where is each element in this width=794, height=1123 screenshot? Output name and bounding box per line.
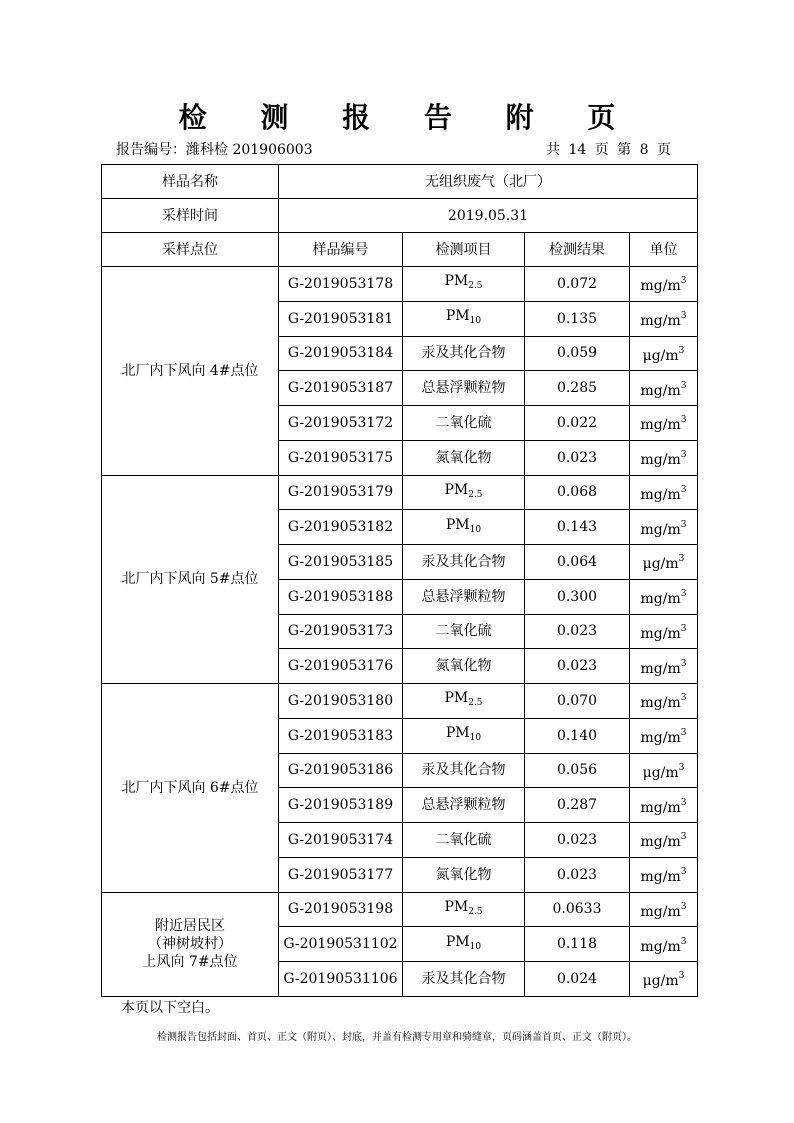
page-info: 共 14 页 第 8 页 — [546, 142, 671, 158]
test-item: 氮氧化物 — [403, 440, 525, 475]
unit — [630, 406, 698, 441]
unit — [630, 579, 698, 614]
sample-id: G-2019053184 — [279, 336, 403, 371]
unit — [630, 371, 698, 406]
sample-id: G-2019053179 — [279, 475, 403, 510]
test-item-name: PM — [444, 690, 469, 707]
unit-base: mg/m — [640, 834, 681, 851]
test-item: 总悬浮颗粒物 — [403, 788, 525, 823]
table-row — [102, 684, 698, 719]
unit-exponent: 3 — [680, 658, 687, 669]
column-header: 检测结果 — [525, 233, 630, 267]
sampling-location: 北厂内下风向 6#点位 — [102, 684, 279, 893]
unit — [630, 475, 698, 510]
unit-exponent: 3 — [680, 380, 687, 391]
test-item-subscript: 10 — [469, 316, 482, 327]
test-result: 0.023 — [525, 614, 630, 649]
sampling-location-line: （神树坡村） — [148, 936, 232, 953]
test-item: 二氧化硫 — [403, 614, 525, 649]
test-result: 0.024 — [525, 962, 630, 997]
column-header: 单位 — [630, 233, 698, 267]
unit — [630, 962, 698, 997]
sampling-time-row — [102, 199, 698, 233]
unit — [630, 857, 698, 892]
test-item: 汞及其化合物 — [403, 753, 525, 788]
unit-exponent: 3 — [680, 519, 687, 530]
test-result: 0.143 — [525, 510, 630, 545]
sample-id: G-2019053198 — [279, 892, 403, 927]
unit-base: mg/m — [640, 521, 681, 538]
unit — [630, 545, 698, 580]
unit-exponent: 3 — [680, 797, 687, 808]
test-result: 0.300 — [525, 579, 630, 614]
test-item-subscript: 10 — [469, 524, 482, 535]
table-row — [102, 892, 698, 927]
unit — [630, 892, 698, 927]
test-result: 0.118 — [525, 927, 630, 962]
test-item-subscript: 10 — [469, 941, 482, 952]
test-item-name: PM — [445, 933, 470, 950]
unit-exponent: 3 — [680, 589, 687, 600]
unit-base: mg/m — [640, 486, 681, 503]
unit-exponent: 3 — [680, 415, 687, 426]
test-result: 0.064 — [525, 545, 630, 580]
results-table-body — [102, 165, 698, 997]
test-item: 二氧化硫 — [403, 823, 525, 858]
sampling-location-line: 上风向 7#点位 — [142, 954, 238, 971]
unit — [630, 614, 698, 649]
unit-base: mg/m — [640, 938, 681, 955]
column-header: 检测项目 — [403, 233, 525, 267]
sample-id: G-2019053177 — [279, 857, 403, 892]
test-item-subscript: 2.5 — [468, 698, 483, 709]
unit-base: μg/m — [642, 347, 679, 364]
sample-id: G-2019053178 — [279, 267, 403, 302]
sample-id: G-2019053189 — [279, 788, 403, 823]
test-result: 0.285 — [525, 371, 630, 406]
test-item-name: PM — [444, 898, 469, 915]
sample-id: G-2019053175 — [279, 440, 403, 475]
sampling-location-line: 附近居民区 — [155, 918, 225, 935]
unit — [630, 301, 698, 336]
unit — [630, 267, 698, 302]
test-item-subscript: 2.5 — [468, 906, 483, 917]
test-item-name: PM — [444, 273, 469, 290]
test-item-name: PM — [444, 481, 469, 498]
sample-id: G-2019053174 — [279, 823, 403, 858]
test-item — [403, 684, 525, 719]
test-item-name: PM — [445, 725, 470, 742]
sample-id: G-2019053186 — [279, 753, 403, 788]
column-header: 样品编号 — [279, 233, 403, 267]
unit-base: μg/m — [642, 556, 679, 573]
test-item-name: PM — [445, 516, 470, 533]
column-header: 采样点位 — [102, 233, 279, 267]
test-result: 0.022 — [525, 406, 630, 441]
test-item: 汞及其化合物 — [403, 336, 525, 371]
test-item-subscript: 10 — [469, 733, 482, 744]
test-result: 0.135 — [525, 301, 630, 336]
unit — [630, 718, 698, 753]
results-table — [101, 164, 698, 997]
unit — [630, 510, 698, 545]
test-result: 0.023 — [525, 649, 630, 684]
test-item-subscript: 2.5 — [468, 281, 483, 292]
blank-note: 本页以下空白。 — [121, 1000, 219, 1016]
test-result: 0.287 — [525, 788, 630, 823]
unit-base: mg/m — [640, 799, 681, 816]
unit-base: mg/m — [640, 382, 681, 399]
sample-id: G-2019053187 — [279, 371, 403, 406]
unit — [630, 788, 698, 823]
unit-base: mg/m — [640, 452, 681, 469]
unit-base: μg/m — [642, 973, 679, 990]
unit — [630, 684, 698, 719]
test-result: 0.023 — [525, 440, 630, 475]
sample-id: G-2019053188 — [279, 579, 403, 614]
unit-base: mg/m — [640, 313, 681, 330]
unit-exponent: 3 — [680, 450, 687, 461]
unit-base: mg/m — [640, 903, 681, 920]
table-row — [102, 267, 698, 302]
sample-name-value: 无组织废气（北厂） — [279, 165, 698, 199]
test-result: 0.023 — [525, 823, 630, 858]
unit-exponent: 3 — [680, 623, 687, 634]
test-result: 0.023 — [525, 857, 630, 892]
sample-id: G-2019053176 — [279, 649, 403, 684]
test-item-subscript: 2.5 — [468, 489, 483, 500]
unit — [630, 336, 698, 371]
sample-name-label: 样品名称 — [102, 165, 279, 199]
unit-exponent: 3 — [678, 762, 685, 773]
test-item — [403, 927, 525, 962]
unit-exponent: 3 — [680, 276, 687, 287]
unit-exponent: 3 — [680, 311, 687, 322]
sample-id: G-2019053172 — [279, 406, 403, 441]
unit-base: mg/m — [640, 869, 681, 886]
test-item: 氮氧化物 — [403, 649, 525, 684]
test-result: 0.140 — [525, 718, 630, 753]
unit-base: mg/m — [640, 591, 681, 608]
test-item — [403, 718, 525, 753]
table-row — [102, 475, 698, 510]
unit-base: mg/m — [640, 730, 681, 747]
sample-id: G-20190531102 — [279, 927, 403, 962]
sampling-location — [102, 892, 279, 996]
unit-exponent: 3 — [680, 728, 687, 739]
unit-exponent: 3 — [680, 901, 687, 912]
sampling-time-value: 2019.05.31 — [279, 199, 698, 233]
test-result: 0.059 — [525, 336, 630, 371]
unit-exponent: 3 — [680, 693, 687, 704]
sample-id: G-2019053181 — [279, 301, 403, 336]
unit-base: mg/m — [640, 278, 681, 295]
sample-id: G-20190531106 — [279, 962, 403, 997]
unit — [630, 649, 698, 684]
test-item — [403, 301, 525, 336]
test-item — [403, 892, 525, 927]
test-item — [403, 267, 525, 302]
sampling-location: 北厂内下风向 4#点位 — [102, 267, 279, 476]
unit — [630, 927, 698, 962]
unit-base: mg/m — [640, 625, 681, 642]
unit-exponent: 3 — [680, 832, 687, 843]
page-title: 检 测 报 告 附 页 — [178, 101, 638, 134]
column-header-row — [102, 233, 698, 267]
report-number: 报告编号：潍科检 201906003 — [116, 142, 313, 158]
sample-id: G-2019053185 — [279, 545, 403, 580]
test-item: 氮氧化物 — [403, 857, 525, 892]
test-result: 0.068 — [525, 475, 630, 510]
sample-name-row — [102, 165, 698, 199]
unit-exponent: 3 — [678, 971, 685, 982]
test-result: 0.0633 — [525, 892, 630, 927]
sample-id: G-2019053173 — [279, 614, 403, 649]
unit — [630, 753, 698, 788]
unit-exponent: 3 — [680, 484, 687, 495]
test-item: 总悬浮颗粒物 — [403, 371, 525, 406]
unit-base: mg/m — [640, 417, 681, 434]
test-item-name: PM — [445, 308, 470, 325]
unit — [630, 823, 698, 858]
unit-base: μg/m — [642, 764, 679, 781]
unit — [630, 440, 698, 475]
test-item: 二氧化硫 — [403, 406, 525, 441]
test-item: 汞及其化合物 — [403, 545, 525, 580]
sample-id: G-2019053183 — [279, 718, 403, 753]
unit-exponent: 3 — [678, 554, 685, 565]
test-item: 汞及其化合物 — [403, 962, 525, 997]
test-result: 0.070 — [525, 684, 630, 719]
unit-base: mg/m — [640, 660, 681, 677]
footer-note: 检测报告包括封面、首页、正文（附页）、封底，并盖有检测专用章和骑缝章，页码涵盖首页、正文（附页）。 — [157, 1032, 637, 1043]
unit-base: mg/m — [640, 695, 681, 712]
sampling-location: 北厂内下风向 5#点位 — [102, 475, 279, 684]
unit-exponent: 3 — [680, 936, 687, 947]
test-item — [403, 475, 525, 510]
unit-exponent: 3 — [680, 867, 687, 878]
sampling-time-label: 采样时间 — [102, 199, 279, 233]
test-item: 总悬浮颗粒物 — [403, 579, 525, 614]
unit-exponent: 3 — [678, 345, 685, 356]
test-result: 0.072 — [525, 267, 630, 302]
sample-id: G-2019053180 — [279, 684, 403, 719]
test-item — [403, 510, 525, 545]
sample-id: G-2019053182 — [279, 510, 403, 545]
test-result: 0.056 — [525, 753, 630, 788]
